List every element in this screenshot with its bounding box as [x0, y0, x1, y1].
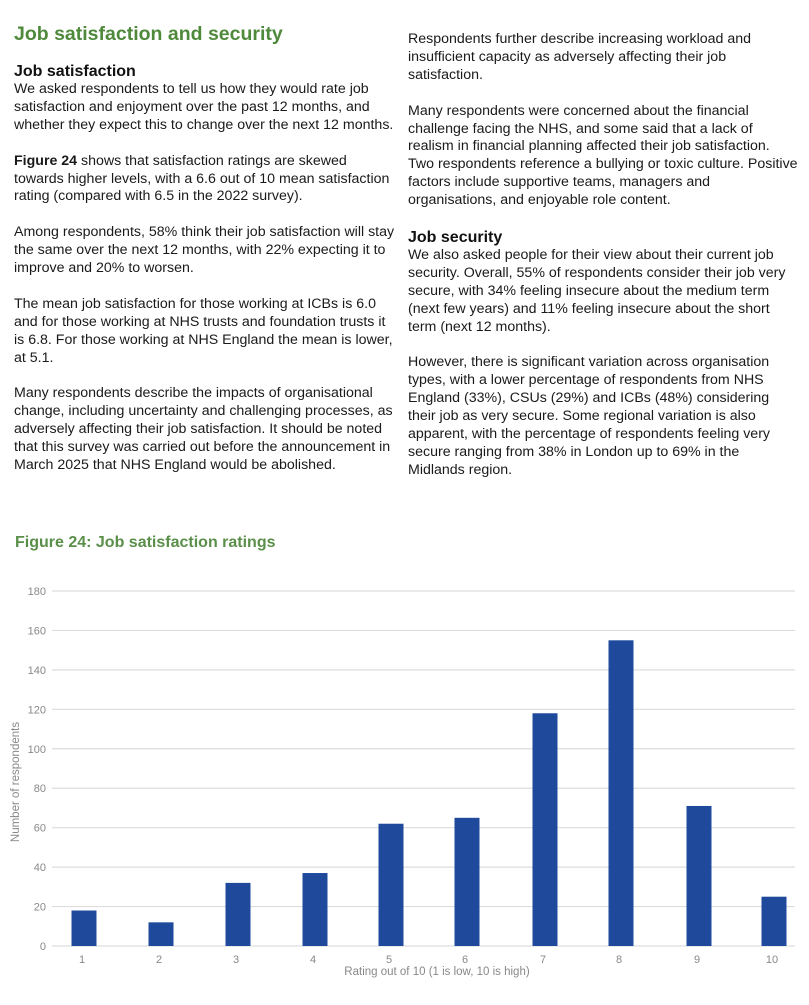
y-tick-label: 100	[27, 743, 46, 756]
bar	[533, 713, 558, 946]
x-tick-label: 1	[78, 954, 86, 966]
x-tick-label: 5	[385, 954, 393, 966]
bar	[687, 806, 712, 946]
bar	[609, 640, 634, 946]
y-tick-label: 140	[27, 664, 46, 677]
bar	[455, 818, 480, 946]
x-tick-label: 4	[309, 954, 317, 966]
paragraph: Many respondents describe the impacts of organisational change, including uncertainty and challenging processes, as adversely affecting their job satisfaction. It should be noted that this survey was carried out before the announcement in March 2025 that NHS England would be abolished.	[14, 385, 393, 473]
y-tick-label: 80	[33, 783, 46, 796]
paragraph: We also asked people for their view about their current job security. Overall, 55% of respondents consider their job very secure, with 34% feeling insecure about the medium term (next few years) and 11% feeling insecure about the short term (next 12 months).	[408, 246, 786, 335]
paragraph: Respondents further describe increasing workload and insufficient capacity as adversely affecting their job satisfaction.	[408, 31, 752, 83]
y-tick-label: 0	[39, 941, 46, 953]
bar	[149, 922, 174, 946]
x-tick-label: 3	[232, 954, 240, 966]
bar	[379, 824, 404, 946]
chart-canvas	[0, 570, 809, 1000]
paragraph: The mean job satisfaction for those working at ICBs is 6.0 and for those working at NHS trusts and foundation trusts it is 6.8. For those working at NHS England the mean is lower, at 5.1.	[14, 295, 393, 366]
y-tick-label: 40	[33, 862, 46, 875]
x-tick-label: 6	[461, 954, 469, 966]
x-tick-label: 2	[155, 954, 163, 966]
section-title: Job satisfaction and security	[14, 23, 283, 45]
bar	[72, 911, 97, 947]
job-satisfaction-heading: Job satisfaction	[14, 63, 136, 80]
y-tick-label: 120	[27, 704, 46, 717]
y-tick-label: 180	[27, 586, 46, 598]
bar	[762, 897, 787, 946]
bar	[226, 883, 251, 946]
paragraph: Many respondents were concerned about the financial challenge facing the NHS, and some said that a lack of realism in financial planning affected their job satisfaction. Two respondents reference a bullying or toxic culture. Positive factors include supportive teams, managers and organisations, and enjoyable role content.	[408, 102, 798, 209]
x-axis-label: Rating out of 10 (1 is low, 10 is high)	[344, 966, 530, 978]
y-tick-label: 60	[33, 822, 46, 835]
bar-chart	[0, 570, 809, 1000]
paragraph: Among respondents, 58% think their job satisfaction will stay the same over the next 12 months, with 22% expecting it to improve and 20% to worsen.	[14, 224, 395, 277]
x-tick-label: 8	[615, 954, 623, 966]
figure-title: Figure 24: Job satisfaction ratings	[15, 534, 276, 551]
x-tick-label: 7	[539, 954, 547, 966]
y-tick-label: 160	[27, 625, 46, 638]
right-column	[408, 31, 798, 498]
paragraph: However, there is significant variation across organisation types, with a lower percentage of respondents from NHS England (33%), CSUs (29%) and ICBs (48%) considering their job as very secure. Some regional variation is also apparent, with the percentage of respondents feeling very secure ranging from 38% in London up to 69% in the Midlands region.	[408, 354, 771, 478]
y-tick-label: 20	[33, 901, 46, 914]
x-tick-label: 10	[765, 954, 779, 966]
paragraph-figure-ref: Figure 24 shows that satisfaction ratings are skewed towards higher levels, with a 6.6 out of 10 mean satisfaction rating (compared with 6.5 in the 2022 survey).	[14, 152, 390, 205]
paragraph: We asked respondents to tell us how they would rate job satisfaction and enjoyment over the past 12 months, and whether they expect this to change over the next 12 months.	[14, 81, 394, 133]
job-security-heading: Job security	[408, 228, 503, 246]
y-axis-label: Number of respondents	[10, 721, 22, 843]
x-tick-label: 9	[693, 954, 701, 966]
bar	[303, 873, 328, 946]
left-column	[14, 22, 399, 493]
figure-link[interactable]: Figure 24	[14, 152, 78, 169]
